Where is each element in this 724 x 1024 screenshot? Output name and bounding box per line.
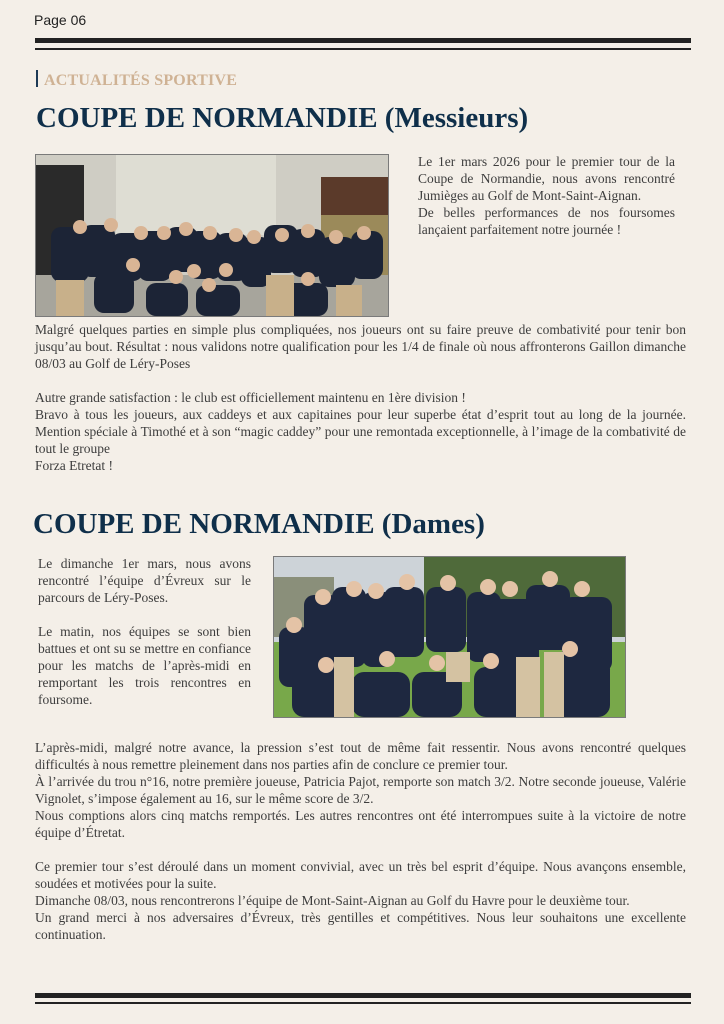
messieurs-body-paragraph: Autre grande satisfaction : le club est officiellement maintenu en 1ère division !	[35, 390, 466, 405]
dames-body-paragraph: Dimanche 08/03, nous rencontrerons l’équipe de Mont-Saint-Aignan au Golf du Havre pour le deuxième tour.	[35, 893, 630, 908]
messieurs-intro-text	[418, 153, 675, 238]
dames-intro-paragraph: Le dimanche 1er mars, nous avons rencontré l’équipe d’Évreux sur le parcours de Léry-Poses.	[38, 556, 251, 605]
messieurs-title: COUPE DE NORMANDIE (Messieurs)	[36, 102, 529, 134]
dames-intro-text	[38, 555, 251, 708]
dames-team-photo	[273, 556, 626, 718]
dames-body-paragraph: Ce premier tour s’est déroulé dans un moment convivial, avec un très bel esprit d’équipe. Nous avançons ensemble, soudées et motivées pour la suite.	[35, 859, 686, 891]
messieurs-photo-illustration	[36, 155, 388, 316]
section-label-bar	[36, 70, 38, 87]
dames-intro-paragraph: Le matin, nos équipes se sont bien battues et ont su se mettre en confiance pour les matchs de l’après-midi en remportant les trois rencontres en foursome.	[38, 624, 251, 707]
messieurs-body-paragraph: Forza Etretat !	[35, 458, 113, 473]
messieurs-body-text	[35, 321, 686, 474]
messieurs-intro-paragraph: De belles performances de nos foursomes lançaient parfaitement notre journée !	[418, 205, 675, 237]
header-rule-thick	[35, 38, 691, 43]
dames-body-paragraph: Un grand merci à nos adversaires d’Évreux, très gentilles et compétitives. Nous leur souhaitons une excellente continuation.	[35, 910, 686, 942]
dames-photo-illustration	[274, 557, 625, 717]
messieurs-intro-paragraph: Le 1er mars 2026 pour le premier tour de la Coupe de Normandie, nous avons rencontré Jumièges au Golf de Mont-Saint-Aignan.	[418, 154, 675, 203]
dames-body-paragraph: Nous comptions alors cinq matchs remportés. Les autres rencontres ont été interrompues suite à la victoire de notre équipe d’Étretat.	[35, 808, 686, 840]
header-rule-thin	[35, 48, 691, 50]
messieurs-team-photo	[35, 154, 389, 317]
section-label-text: ACTUALITÉS SPORTIVE	[44, 72, 238, 89]
dames-title: COUPE DE NORMANDIE (Dames)	[33, 508, 485, 540]
dames-body-paragraph: L’après-midi, malgré notre avance, la pression s’est tout de même fait ressentir. Nous avons rencontré quelques difficultés à nous remettre pleinement dans nos parties afin de conclure ce premier tour.	[35, 740, 686, 772]
messieurs-body-paragraph: Bravo à tous les joueurs, aux caddeys et aux capitaines pour leur superbe état d’esprit tout au long de la journée. Mention spéciale à Timothé et à son “magic caddey” pour une remontada exceptionnelle, à l’image de la combativité de tout le groupe	[35, 407, 686, 456]
dames-body-text	[35, 739, 686, 943]
footer-rule-thin	[35, 1002, 691, 1004]
messieurs-body-paragraph: Malgré quelques parties en simple plus compliquées, nos joueurs ont su faire preuve de combativité pour tenir bon jusqu’au bout. Résultat : nous validons notre qualification pour les 1/4 de finale où nous affronterons Gaillon dimanche 08/03 au Golf de Léry-Poses	[35, 322, 686, 371]
footer-rule-thick	[35, 993, 691, 998]
page-number: Page 06	[34, 12, 87, 28]
dames-body-paragraph: À l’arrivée du trou n°16, notre première joueuse, Patricia Pajot, remporte son match 3/2. Notre seconde joueuse, Valérie Vignolet, s’impose également au 16, sur le même score de 3/2.	[35, 774, 686, 806]
section-label	[36, 70, 237, 90]
